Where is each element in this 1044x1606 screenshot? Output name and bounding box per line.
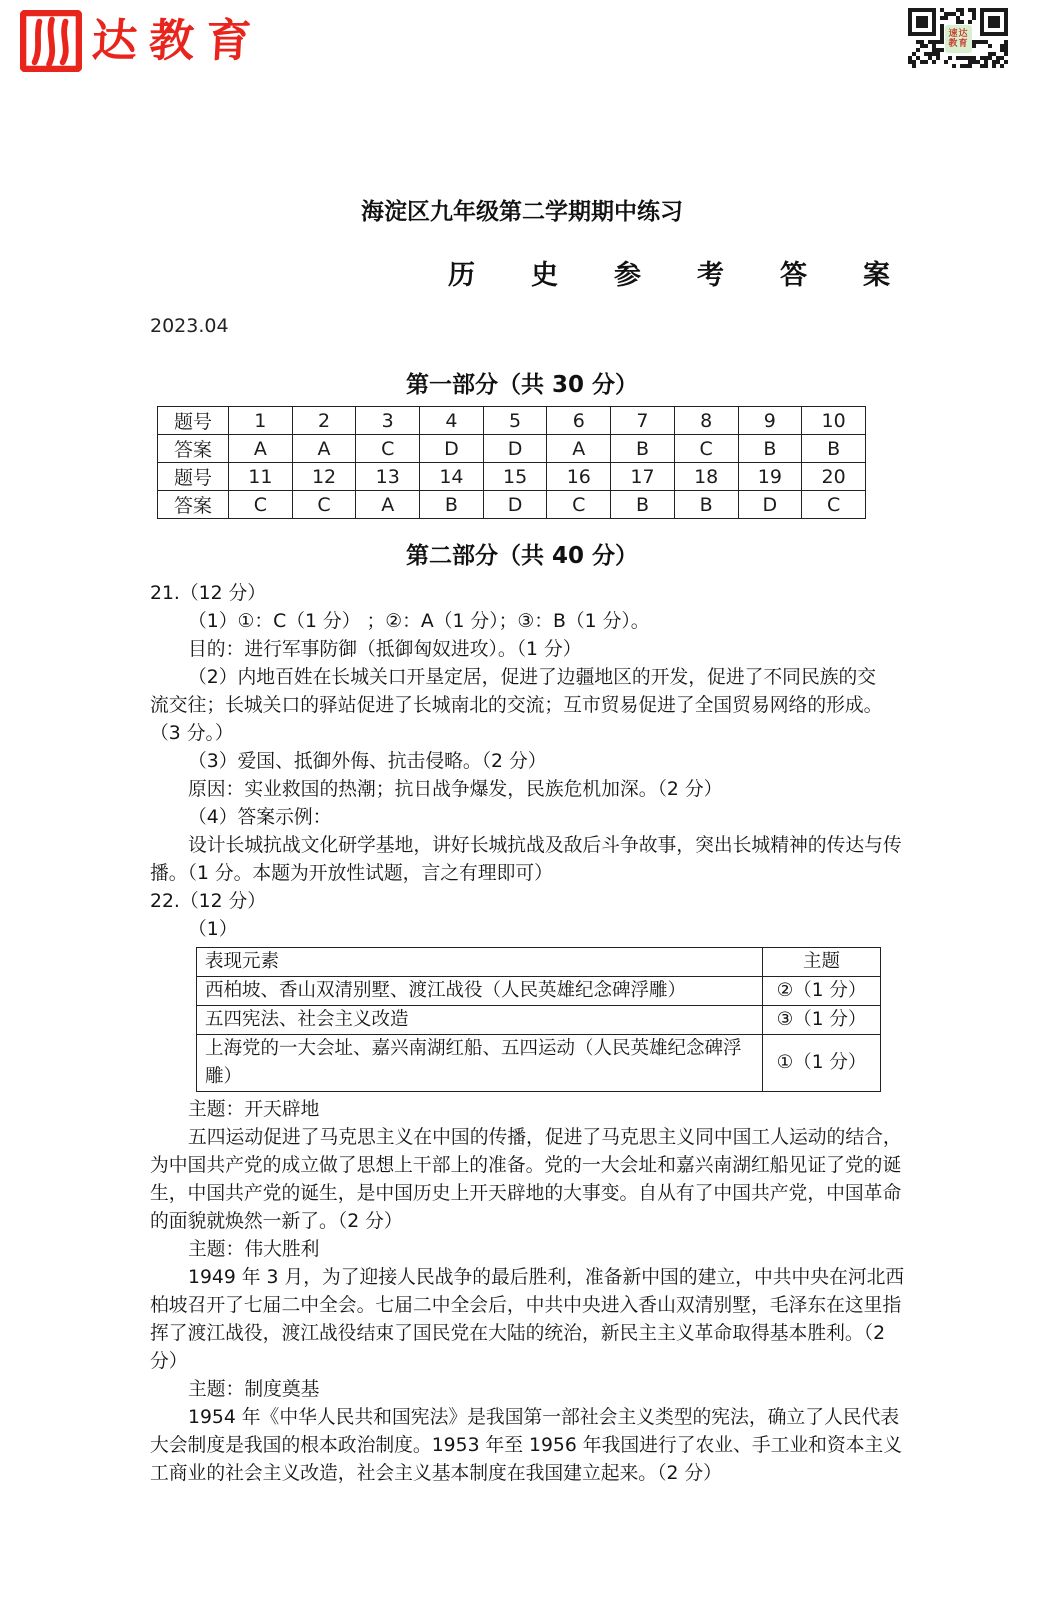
table-cell: D bbox=[483, 435, 547, 463]
table-cell: 12 bbox=[292, 463, 356, 491]
table-row bbox=[197, 977, 881, 1006]
qr-badge-text-bottom: 教育 bbox=[948, 39, 969, 49]
table-cell: C bbox=[802, 491, 866, 519]
part1-answer-table bbox=[157, 406, 866, 519]
table-cell: A bbox=[292, 435, 356, 463]
table-row bbox=[158, 435, 866, 463]
answer-line: 挥了渡江战役，渡江战役结束了国民党在大陆的统治，新民主主义革命取得基本胜利。（2 bbox=[150, 1323, 886, 1344]
table-cell: 西柏坡、香山双清别墅、渡江战役（人民英雄纪念碑浮雕） bbox=[197, 977, 763, 1006]
table-cell: 4 bbox=[420, 407, 484, 435]
answer-line: 主题：制度奠基 bbox=[188, 1379, 320, 1400]
table-cell: A bbox=[229, 435, 293, 463]
answer-line: （1）①：C（1 分） ；②：A（1 分）；③：B（1 分）。 bbox=[188, 611, 650, 632]
answer-line: 为中国共产党的成立做了思想上干部上的准备。党的一大会址和嘉兴南湖红船见证了党的诞 bbox=[150, 1155, 902, 1176]
table-cell: 答案 bbox=[158, 491, 229, 519]
table-cell: 1 bbox=[229, 407, 293, 435]
answer-line: 22.（12 分） bbox=[150, 891, 267, 912]
part2-body bbox=[150, 580, 905, 1488]
table-cell: ②（1 分） bbox=[763, 977, 881, 1006]
table-row bbox=[197, 948, 881, 977]
table-cell: 题号 bbox=[158, 463, 229, 491]
answer-line: 生，中国共产党的诞生，是中国历史上开天辟地的大事变。自从有了中国共产党，中国革命 bbox=[150, 1183, 902, 1204]
table-cell: 五四宪法、社会主义改造 bbox=[197, 1006, 763, 1035]
answer-line: （3）爱国、抵御外侮、抗击侵略。（2 分） bbox=[188, 751, 547, 772]
table-cell: C bbox=[292, 491, 356, 519]
brand-stamp-icon bbox=[20, 10, 82, 72]
table-cell: D bbox=[483, 491, 547, 519]
q22-answer-lines bbox=[150, 1096, 905, 1488]
content-column bbox=[150, 0, 905, 1488]
table-cell: B bbox=[420, 491, 484, 519]
table-cell: A bbox=[547, 435, 611, 463]
qr-code bbox=[908, 8, 1008, 70]
doc-title: 海淀区九年级第二学期期中练习 bbox=[361, 198, 683, 225]
subtitle-char: 案 bbox=[863, 260, 890, 291]
table-cell: 7 bbox=[611, 407, 675, 435]
table-cell: 题号 bbox=[158, 407, 229, 435]
answer-line: 21.（12 分） bbox=[150, 583, 267, 604]
q22-theme-table bbox=[196, 947, 881, 1092]
doc-subtitle bbox=[448, 253, 890, 292]
table-cell: 上海党的一大会址、嘉兴南湖红船、五四运动（人民英雄纪念碑浮雕） bbox=[197, 1035, 763, 1092]
table-cell: 16 bbox=[547, 463, 611, 491]
table-cell: 8 bbox=[674, 407, 738, 435]
table-row bbox=[197, 1006, 881, 1035]
table-cell: C bbox=[356, 435, 420, 463]
table-cell: B bbox=[611, 491, 675, 519]
answer-line: （2）内地百姓在长城关口开垦定居，促进了边疆地区的开发，促进了不同民族的交 bbox=[188, 667, 877, 688]
table-cell: 19 bbox=[738, 463, 802, 491]
answer-line: 目的：进行军事防御（抵御匈奴进攻）。（1 分） bbox=[188, 639, 582, 660]
table-cell: ③（1 分） bbox=[763, 1006, 881, 1035]
table-cell: 5 bbox=[483, 407, 547, 435]
answer-line: 主题：开天辟地 bbox=[188, 1099, 320, 1120]
answer-line: （1） bbox=[188, 919, 238, 940]
answer-line: 原因：实业救国的热潮；抗日战争爆发，民族危机加深。（2 分） bbox=[188, 779, 723, 800]
table-cell: ①（1 分） bbox=[763, 1035, 881, 1092]
answer-line: 大会制度是我国的根本政治制度。1953 年至 1956 年我国进行了农业、手工业和资本主义 bbox=[150, 1435, 903, 1456]
table-cell: 11 bbox=[229, 463, 293, 491]
answer-line: （4）答案示例： bbox=[188, 807, 332, 828]
subtitle-char: 考 bbox=[697, 260, 724, 291]
table-cell: D bbox=[420, 435, 484, 463]
answer-line: 柏坡召开了七届二中全会。七届二中全会后，中共中央进入香山双清别墅，毛泽东在这里指 bbox=[150, 1295, 902, 1316]
answer-line: 1954 年《中华人民共和国宪法》是我国第一部社会主义类型的宪法，确立了人民代表 bbox=[188, 1407, 900, 1428]
table-row bbox=[158, 491, 866, 519]
doc-date: 2023.04 bbox=[150, 315, 229, 337]
answer-line: 流交往；长城关口的驿站促进了长城南北的交流；互市贸易促进了全国贸易网络的形成。 bbox=[150, 695, 883, 716]
table-cell: B bbox=[802, 435, 866, 463]
q21-answer-lines bbox=[150, 580, 902, 944]
table-cell: 主题 bbox=[763, 948, 881, 977]
table-cell: 20 bbox=[802, 463, 866, 491]
answer-line: 五四运动促进了马克思主义在中国的传播，促进了马克思主义同中国工人运动的结合， bbox=[188, 1127, 902, 1148]
qr-badge-text-top: 速达 bbox=[948, 29, 969, 39]
table-cell: 13 bbox=[356, 463, 420, 491]
answer-line: 分） bbox=[150, 1351, 188, 1372]
subtitle-char: 历 bbox=[448, 260, 475, 291]
part1-heading: 第一部分（共 30 分） bbox=[405, 372, 639, 398]
table-cell: 10 bbox=[802, 407, 866, 435]
table-cell: B bbox=[674, 491, 738, 519]
answer-line: 工商业的社会主义改造，社会主义基本制度在我国建立起来。（2 分） bbox=[150, 1463, 722, 1484]
table-cell: 2 bbox=[292, 407, 356, 435]
subtitle-char: 参 bbox=[614, 260, 641, 291]
table-cell: 表现元素 bbox=[197, 948, 763, 977]
table-cell: D bbox=[738, 491, 802, 519]
part2-heading: 第二部分（共 40 分） bbox=[405, 543, 639, 569]
table-cell: 17 bbox=[611, 463, 675, 491]
answer-line: （3 分。） bbox=[150, 723, 234, 744]
table-cell: 15 bbox=[483, 463, 547, 491]
table-cell: 答案 bbox=[158, 435, 229, 463]
table-row bbox=[158, 463, 866, 491]
answer-line: 主题：伟大胜利 bbox=[188, 1239, 320, 1260]
table-cell: C bbox=[674, 435, 738, 463]
subtitle-char: 答 bbox=[780, 260, 807, 291]
answer-line: 的面貌就焕然一新了。（2 分） bbox=[150, 1211, 403, 1232]
answer-line: 1949 年 3 月，为了迎接人民战争的最后胜利，准备新中国的建立，中共中央在河北西 bbox=[188, 1267, 905, 1288]
answer-line: 设计长城抗战文化研学基地，讲好长城抗战及敌后斗争故事，突出长城精神的传达与传 bbox=[188, 835, 902, 856]
table-cell: 14 bbox=[420, 463, 484, 491]
table-cell: 9 bbox=[738, 407, 802, 435]
qr-center-badge bbox=[945, 25, 972, 53]
table-cell: C bbox=[229, 491, 293, 519]
table-cell: A bbox=[356, 491, 420, 519]
table-row bbox=[158, 407, 866, 435]
table-cell: 3 bbox=[356, 407, 420, 435]
table-cell: B bbox=[611, 435, 675, 463]
table-cell: 6 bbox=[547, 407, 611, 435]
table-cell: C bbox=[547, 491, 611, 519]
table-cell: B bbox=[738, 435, 802, 463]
answer-line: 播。（1 分。本题为开放性试题，言之有理即可） bbox=[150, 863, 553, 884]
table-row bbox=[197, 1035, 881, 1092]
table-cell: 18 bbox=[674, 463, 738, 491]
brand-logo-text: 达教育 bbox=[90, 14, 265, 67]
subtitle-char: 史 bbox=[531, 260, 558, 291]
